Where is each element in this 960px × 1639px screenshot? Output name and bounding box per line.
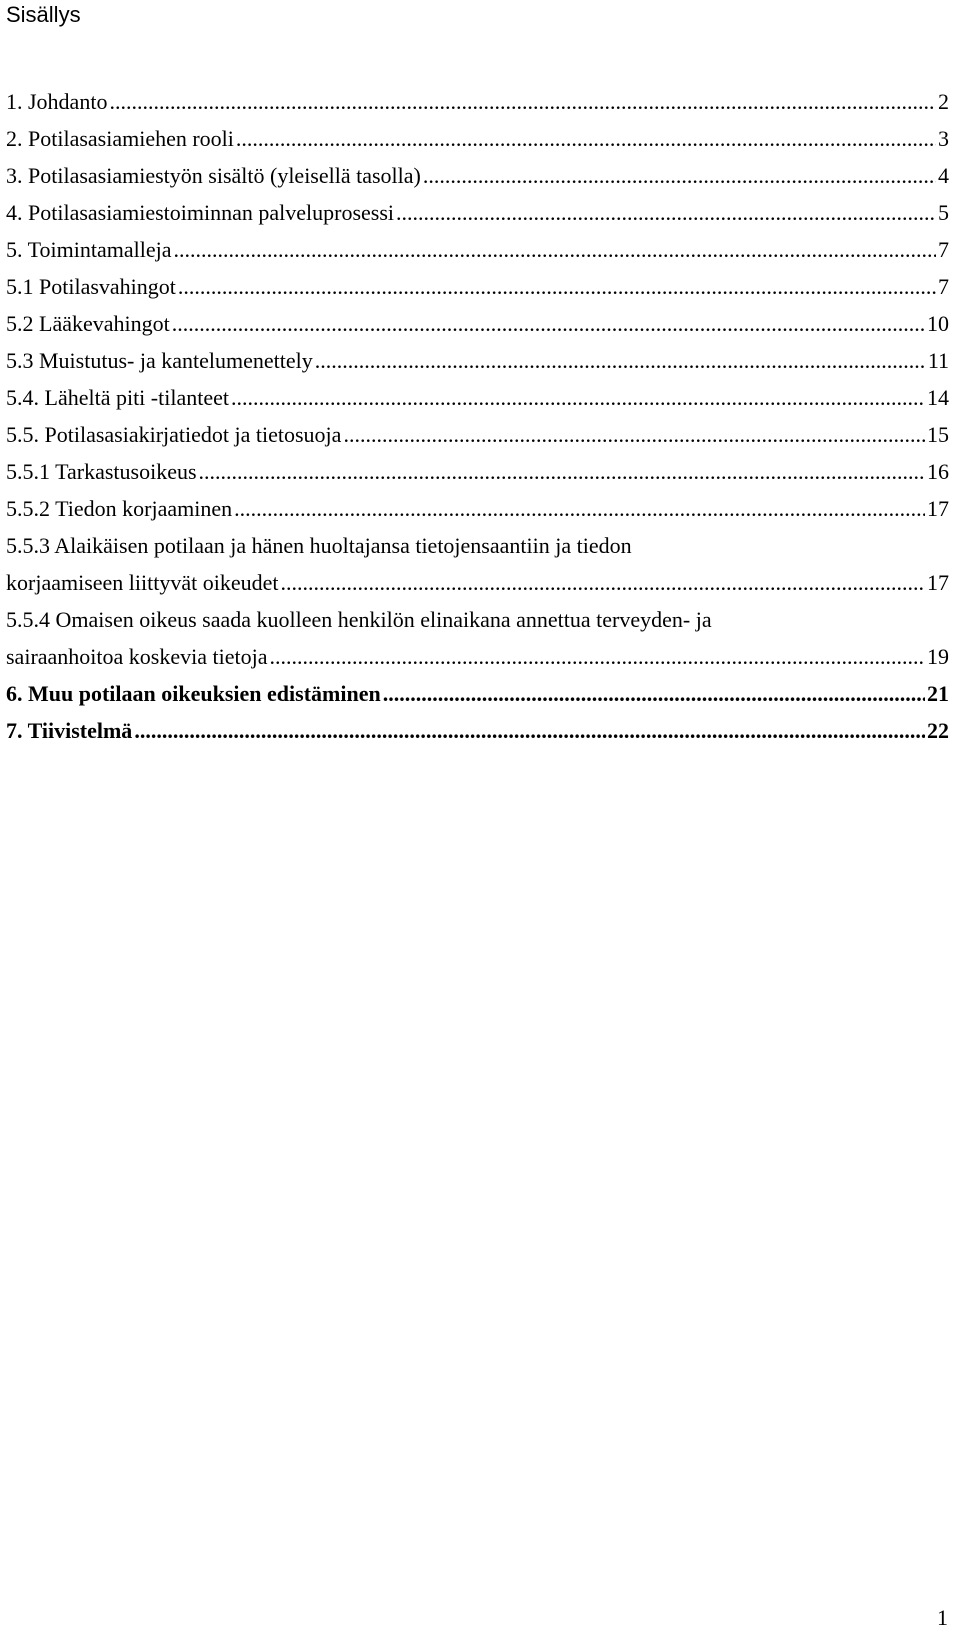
dot-leader	[343, 416, 925, 453]
dot-leader	[234, 490, 925, 527]
toc-page-number: 7	[938, 237, 949, 262]
dot-leader	[199, 453, 925, 490]
toc-page-number: 17	[927, 570, 949, 595]
toc-entry-potilasasiamiestyon-sisalto[interactable]	[6, 157, 949, 194]
toc-page-number: 15	[927, 422, 949, 447]
toc-page-number: 2	[938, 89, 949, 114]
toc-entry-alaikaisen-potilaan[interactable]	[6, 527, 949, 601]
toc-page-number: 17	[927, 496, 949, 521]
toc-entry-text: 5.3 Muistutus- ja kantelumenettely	[6, 348, 313, 373]
dot-leader	[315, 342, 926, 379]
toc-entry-text: 5.4. Läheltä piti -tilanteet	[6, 385, 229, 410]
toc-entry-text: 5.2 Lääkevahingot	[6, 311, 170, 336]
dot-leader	[109, 83, 936, 120]
toc-page-number: 16	[927, 459, 949, 484]
dot-leader	[178, 268, 936, 305]
toc-entry-text: 3. Potilasasiamiestyön sisältö (yleisellä tasolla)	[6, 163, 421, 188]
toc-entry-potilasvahingot[interactable]	[6, 268, 949, 305]
toc-page-number: 11	[927, 348, 949, 373]
dot-leader	[231, 379, 925, 416]
dot-leader	[134, 712, 925, 749]
toc-entry-toimintamalleja[interactable]	[6, 231, 949, 268]
dot-leader	[269, 638, 925, 675]
toc-entry-tiedon-korjaaminen[interactable]	[6, 490, 949, 527]
toc-entry-first-line: 5.5.4 Omaisen oikeus saada kuolleen henkilön elinaikana annettua terveyden- ja	[6, 607, 712, 632]
toc-page-number: 7	[938, 274, 949, 299]
toc-entry-muu-potilaan-oikeuksien[interactable]	[6, 675, 949, 712]
toc-entry-text: 5.5.1 Tarkastusoikeus	[6, 459, 197, 484]
toc-page-number: 10	[927, 311, 949, 336]
toc-entry-text: 5.1 Potilasvahingot	[6, 274, 176, 299]
table-of-contents	[6, 83, 949, 749]
dot-leader	[423, 157, 936, 194]
dot-leader	[236, 120, 936, 157]
dot-leader	[396, 194, 936, 231]
toc-entry-laakevahingot[interactable]	[6, 305, 949, 342]
toc-entry-text: 7. Tiivistelmä	[6, 718, 133, 743]
toc-page-number: 3	[938, 126, 949, 151]
toc-entry-text: 5.5.2 Tiedon korjaaminen	[6, 496, 233, 521]
toc-page-number: 5	[938, 200, 949, 225]
toc-entry-first-line: 5.5.3 Alaikäisen potilaan ja hänen huoltajansa tietojensaantiin ja tiedon	[6, 533, 632, 558]
toc-entry-text: 4. Potilasasiamiestoiminnan palveluprosessi	[6, 200, 395, 225]
toc-entry-johdanto[interactable]	[6, 83, 949, 120]
toc-entry-text: 5.5. Potilasasiakirjatiedot ja tietosuoja	[6, 422, 342, 447]
page-title: Sisällys	[6, 2, 81, 27]
toc-entry-text: 2. Potilasasiamiehen rooli	[6, 126, 234, 151]
toc-entry-text: 6. Muu potilaan oikeuksien edistäminen	[6, 681, 381, 706]
toc-entry-muistutus-kantelu[interactable]	[6, 342, 949, 379]
toc-entry-text: 5. Toimintamalleja	[6, 237, 172, 262]
toc-entry-lahelta-piti[interactable]	[6, 379, 949, 416]
dot-leader	[173, 231, 936, 268]
toc-entry-text: 1. Johdanto	[6, 89, 108, 114]
toc-entry-palveluprosessi[interactable]	[6, 194, 949, 231]
footer-page-number: 1	[937, 1605, 948, 1630]
toc-entry-potilasasiakirjatiedot[interactable]	[6, 416, 949, 453]
dot-leader	[383, 675, 925, 712]
toc-page-number: 4	[938, 163, 949, 188]
dot-leader	[280, 564, 925, 601]
toc-entry-tiivistelma[interactable]	[6, 712, 949, 749]
toc-entry-text: sairaanhoitoa koskevia tietoja	[6, 644, 268, 669]
dot-leader	[172, 305, 925, 342]
toc-entry-tarkastusoikeus[interactable]	[6, 453, 949, 490]
toc-page-number: 22	[927, 718, 949, 743]
toc-entry-omaisen-oikeus[interactable]	[6, 601, 949, 675]
toc-page-number: 21	[927, 681, 949, 706]
toc-entry-potilasasiamiehen-rooli[interactable]	[6, 120, 949, 157]
toc-entry-text: korjaamiseen liittyvät oikeudet	[6, 570, 279, 595]
toc-page-number: 14	[927, 385, 949, 410]
toc-page-number: 19	[927, 644, 949, 669]
